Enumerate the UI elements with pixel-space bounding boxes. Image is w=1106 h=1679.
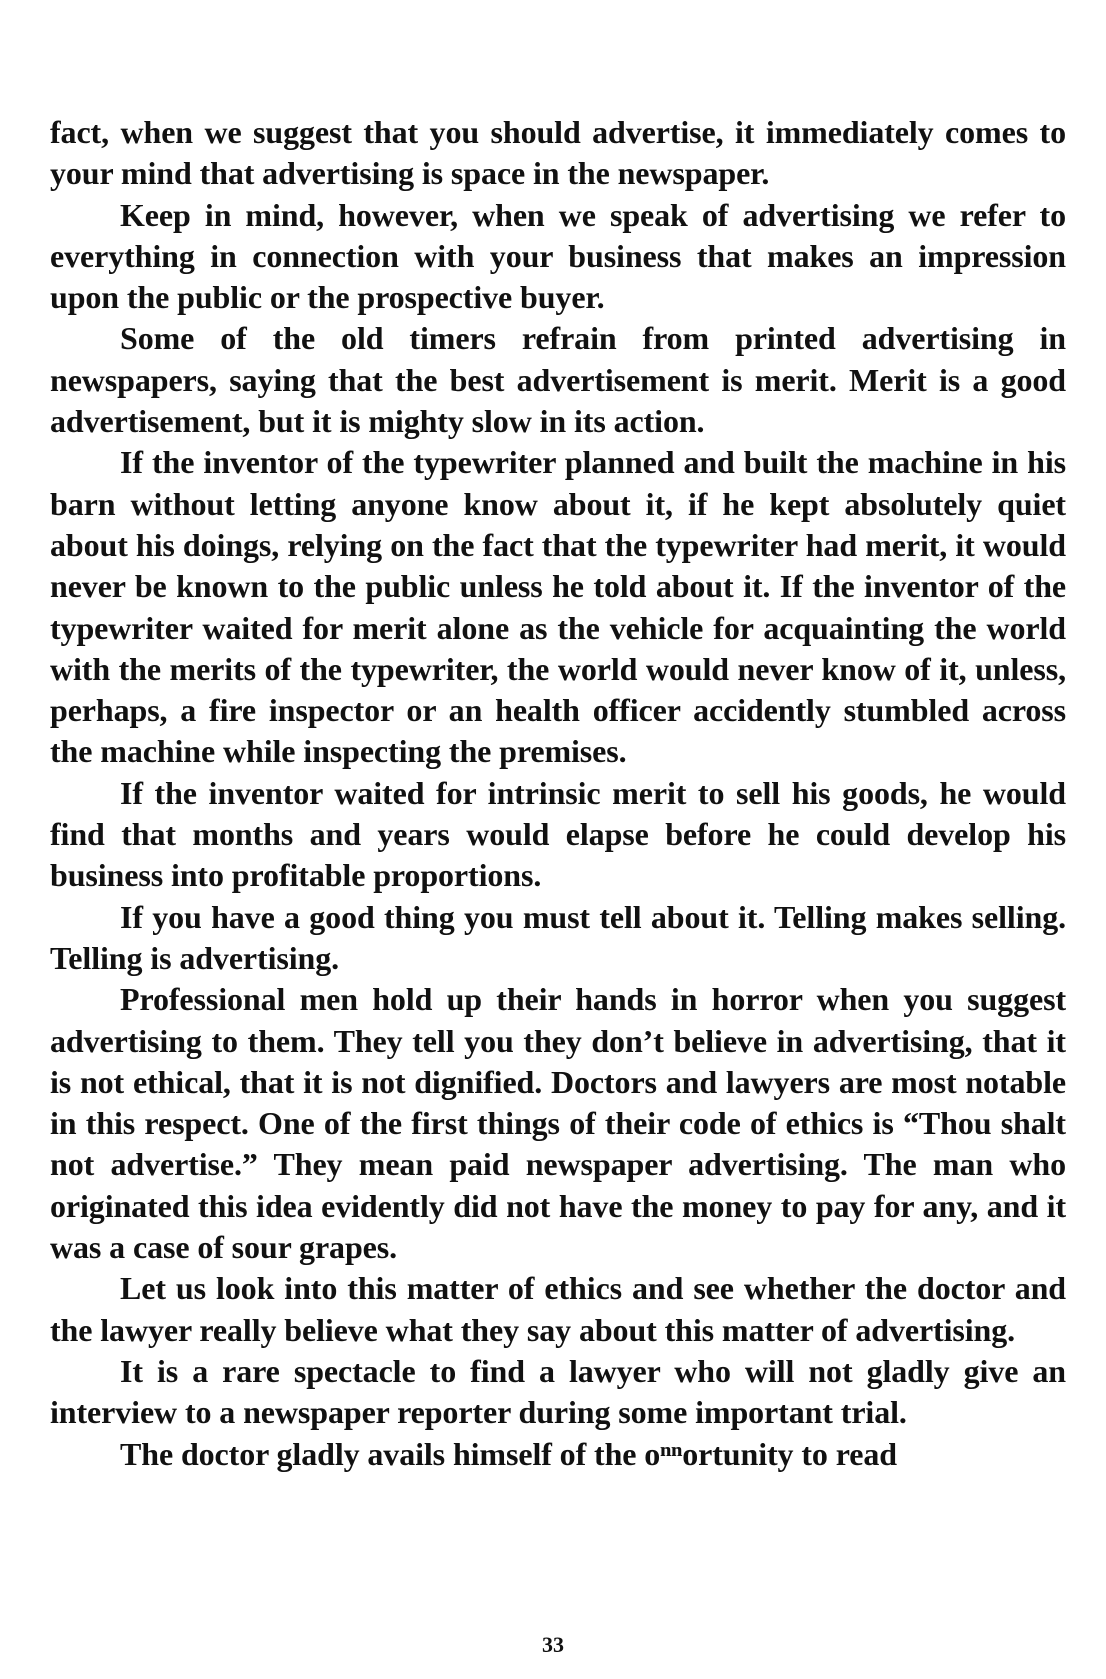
paragraph-1: fact, when we suggest that you should advertise, it immediately comes to your mind that advertising is space in the newspaper.: [50, 114, 1066, 192]
paragraph-10: The doctor gladly avails himself of the oⁿⁿortunity to read: [120, 1435, 897, 1472]
paragraph-3: Some of the old timers refrain from printed advertising in newspapers, saying that the best advertisement is merit. Merit is a good advertisement, but it is mighty slow in its action.: [50, 320, 1066, 440]
paragraph-9: It is a rare spectacle to find a lawyer who will not gladly give an interview to a newspaper reporter during some important trial.: [50, 1352, 1066, 1431]
paragraph-7: Professional men hold up their hands in horror when you suggest advertising to them. They tell you they don’t believe in advertising, that it is not ethical, that it is not dignified. Doctors and lawyers are most notable in this respect. One of the first things of their code of ethics is “Thou shalt not advertise.” They mean paid newspaper advertising. The man who originated this idea evidently did not have the money to pay for any, and it was a case of sour grapes.: [50, 981, 1066, 1266]
page-number: 33: [542, 1632, 564, 1657]
paragraph-8: Let us look into this matter of ethics and see whether the doctor and the lawyer really believe what they say about this matter of advertising.: [50, 1270, 1066, 1348]
paragraph-5: If the inventor waited for intrinsic merit to sell his goods, he would find that months and years would elapse before he could develop his business into profitable proportions.: [50, 774, 1066, 894]
paragraph-4: If the inventor of the typewriter planned and built the machine in his barn without letting anyone know about it, if he kept absolutely quiet about his doings, relying on the fact that the typewriter had merit, it would never be known to the public unless he told about it. If the inventor of the typewriter waited for merit alone as the vehicle for acquainting the world with the merits of the typewriter, the world would never know of it, unless, perhaps, a fire inspector or an health officer accidently stumbled across the machine while inspecting the premises.: [50, 444, 1066, 770]
paragraph-2: Keep in mind, however, when we speak of advertising we refer to everything in connection with your business that makes an impression upon the public or the prospective buyer.: [50, 196, 1066, 316]
body-text: [50, 112, 1066, 1475]
paragraph-6: If you have a good thing you must tell about it. Telling makes selling. Telling is advertising.: [50, 898, 1066, 976]
